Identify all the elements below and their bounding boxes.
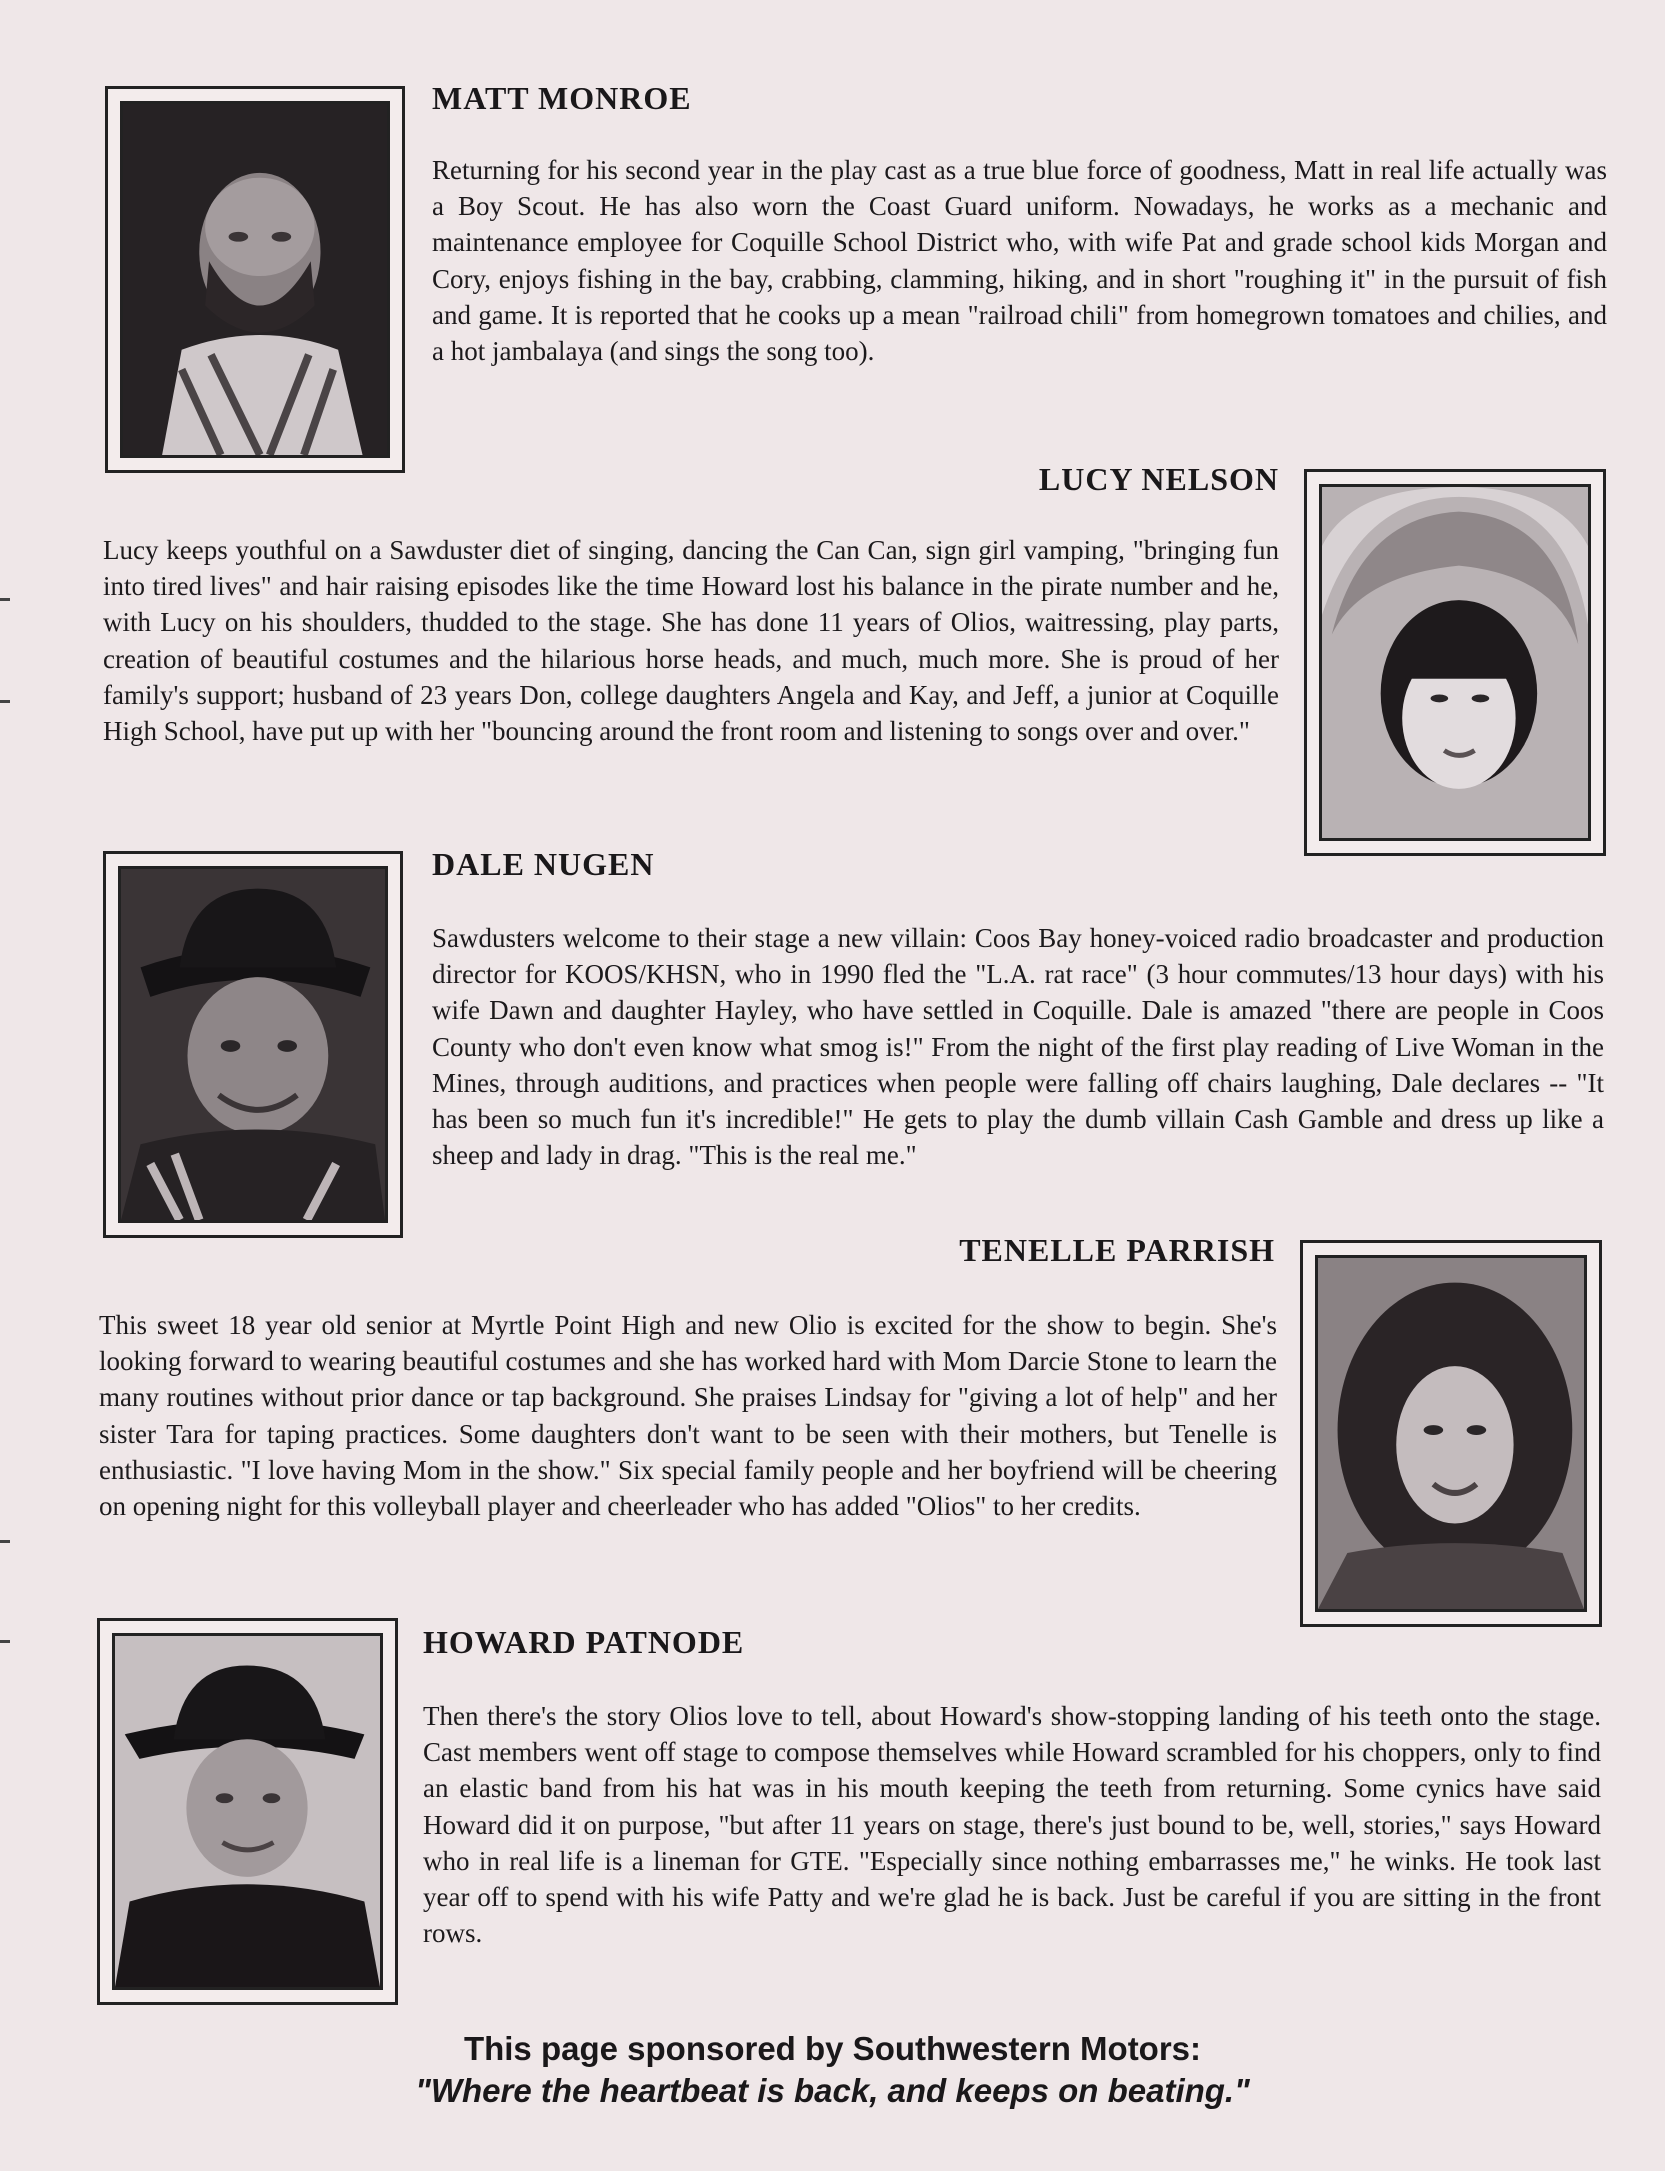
binder-mark xyxy=(0,700,10,703)
portrait-frame-dale-nugen xyxy=(103,851,403,1238)
portrait-photo-dale-nugen xyxy=(121,869,385,1220)
cast-name: MATT MONROE xyxy=(432,80,692,116)
portrait-photo-matt-monroe xyxy=(123,104,387,455)
cast-bio: Returning for his second year in the play cast as a true blue force of goodness, Matt in real life actually was a Boy Scout. He has also worn the Coast Guard uniform. Nowadays, he works as a mechanic and maintenance employee for Coquille School District who, with wife Pat and grade school kids Morgan and Cory, enjoys fishing in the bay, crabbing, clamming, hiking, and in short "roughing it" in the pursuit of fish and game. It is reported that he cooks up a mean "railroad chili" from homegrown tomatoes and chilies, and a hot jambalaya (and sings the song too). xyxy=(432,155,1607,367)
binder-mark xyxy=(0,1640,10,1643)
portrait-photo-tenelle-parrish xyxy=(1318,1258,1584,1609)
binder-mark xyxy=(0,1540,10,1543)
sponsor-tagline: "Where the heartbeat is back, and keeps on beating." xyxy=(415,2072,1250,2109)
portrait-photo-lucy-nelson xyxy=(1322,487,1588,838)
portrait-frame-lucy-nelson xyxy=(1304,469,1606,856)
binder-mark xyxy=(0,598,10,601)
cast-name: HOWARD PATNODE xyxy=(423,1624,745,1660)
cast-bio: Then there's the story Olios love to tell, about Howard's show-stopping landing of his teeth onto the stage. Cast members went off stage to compose themselves while Howard scrambled for his choppers, only to find an elastic band from his hat was in his mouth keeping the teeth from returning. Some cynics have said Howard did it on purpose, "but after 11 years on stage, there's just bound to be, well, stories," says Howard who in real life is a lineman for GTE. "Especially since nothing embarrasses me," he winks. He took last year off to spend with his wife Patty and we're glad he is back. Just be careful if you are sitting in the front rows. xyxy=(423,1701,1601,1949)
portrait-frame-howard-patnode xyxy=(97,1618,398,2005)
portrait-photo-howard-patnode xyxy=(115,1636,380,1987)
portrait-frame-tenelle-parrish xyxy=(1300,1240,1602,1627)
cast-bio: Lucy keeps youthful on a Sawduster diet of singing, dancing the Can Can, sign girl vamping, "bringing fun into tired lives" and hair raising episodes like the time Howard lost his balance in the pirate number and he, with Lucy on his shoulders, thudded to the stage. She has done 11 years of Olios, waitressing, play parts, creation of beautiful costumes and the hilarious horse heads, and much, much more. She is proud of her family's support; husband of 23 years Don, college daughters Angela and Kay, and Jeff, a junior at Coquille High School, have put up with her "bouncing around the front room and listening to songs over and over." xyxy=(103,535,1279,747)
cast-name: DALE NUGEN xyxy=(432,846,655,882)
cast-bio: Sawdusters welcome to their stage a new villain: Coos Bay honey-voiced radio broadcaster and production director for KOOS/KHSN, who in 1990 fled the "L.A. rat race" (3 hour commutes/13 hour days) with his wife Dawn and daughter Hayley, who have settled in Coquille. Dale is amazed "there are people in Coos County who don't even know what smog is!" From the night of the first play reading of Live Woman in the Mines, through auditions, and practices when people were falling off chairs laughing, Dale declares -- "It has been so much fun it's incredible!" He gets to play the dumb villain Cash Gamble and dress up like a sheep and lady in drag. "This is the real me." xyxy=(432,923,1604,1171)
cast-name: LUCY NELSON xyxy=(1038,461,1279,497)
cast-name: TENELLE PARRISH xyxy=(959,1232,1275,1268)
cast-bio: This sweet 18 year old senior at Myrtle Point High and new Olio is excited for the show to begin. She's looking forward to wearing beautiful costumes and she has worked hard with Mom Darcie Stone to learn the many routines without prior dance or tap background. She praises Lindsay for "giving a lot of help" and her sister Tara for taping practices. Some daughters don't want to be seen with their mothers, but Tenelle is enthusiastic. "I love having Mom in the show." Six special family people and her boyfriend will be cheering on opening night for this volleyball player and cheerleader who has added "Olios" to her credits. xyxy=(99,1310,1277,1522)
portrait-frame-matt-monroe xyxy=(105,86,405,473)
sponsor-line: This page sponsored by Southwestern Motors: xyxy=(463,2030,1202,2067)
